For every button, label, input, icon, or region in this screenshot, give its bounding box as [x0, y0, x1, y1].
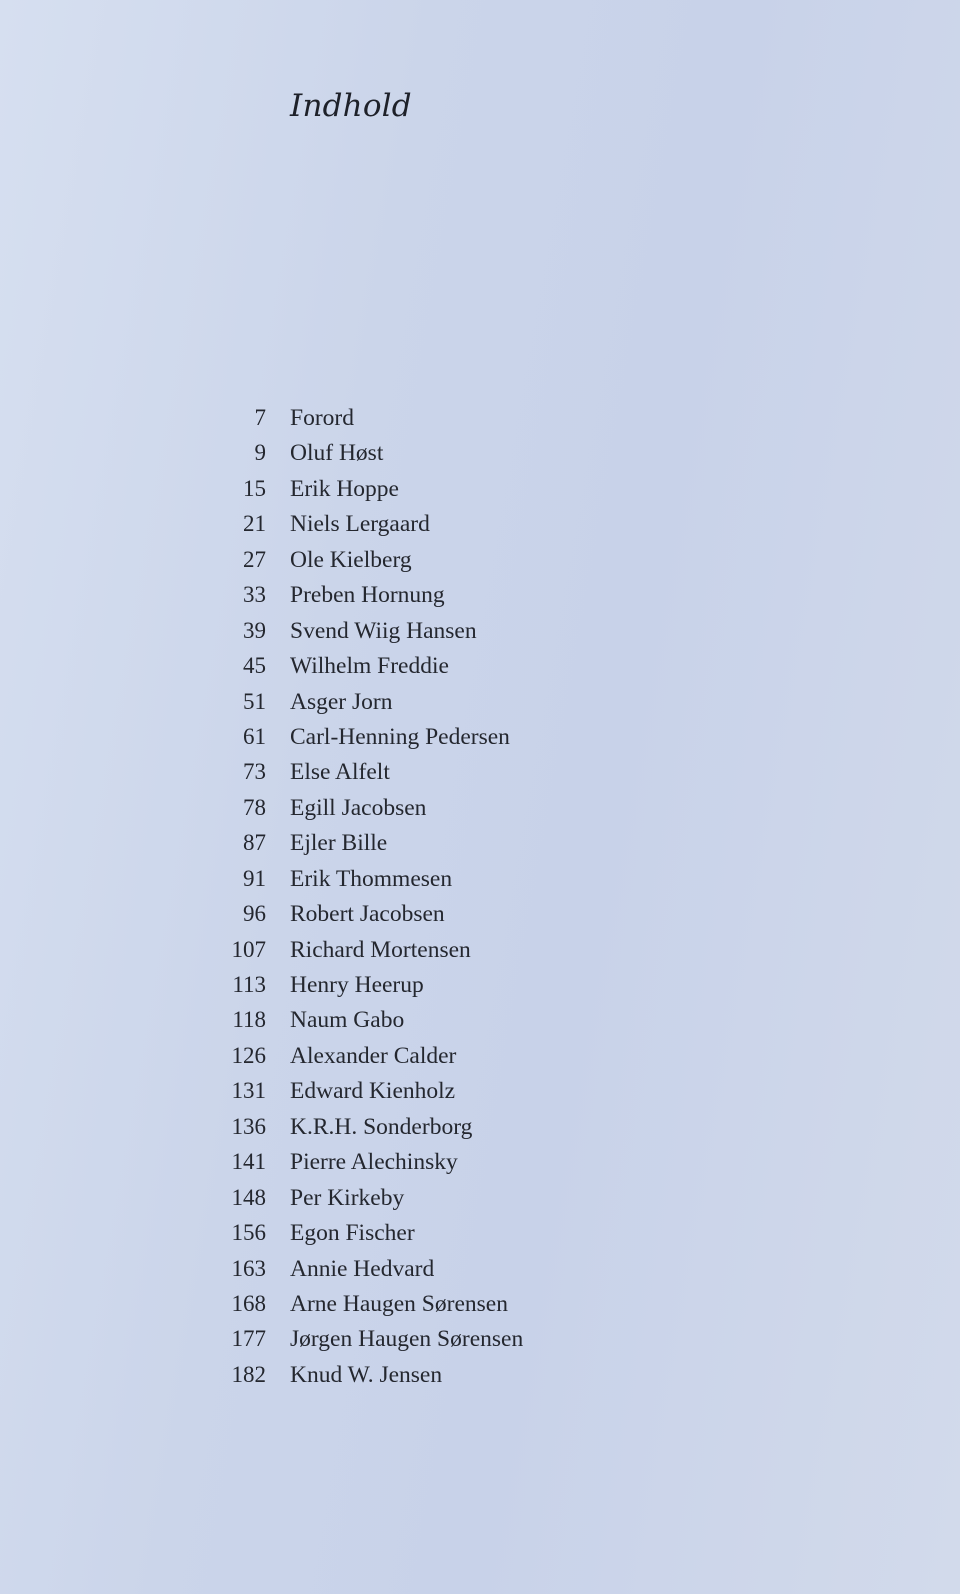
- toc-entry: [222, 759, 523, 794]
- toc-entry-name: Egon Fischer: [290, 1220, 415, 1247]
- toc-entry-name: Erik Hoppe: [290, 475, 399, 502]
- toc-page-number: 148: [231, 1184, 266, 1210]
- toc-page-number: 91: [243, 865, 266, 891]
- toc-page-number: 7: [254, 405, 266, 430]
- toc-entry-name: Naum Gabo: [290, 1007, 405, 1034]
- toc-entry: [222, 511, 523, 546]
- toc-page-number: 96: [243, 901, 266, 927]
- toc-page-number: 163: [231, 1255, 266, 1281]
- toc-page-number: 107: [231, 936, 266, 962]
- toc-entry-name: Per Kirkeby: [290, 1184, 405, 1211]
- toc-entry: [222, 1362, 523, 1397]
- toc-entry-name: Niels Lergaard: [290, 511, 430, 538]
- toc-entry: [222, 476, 523, 511]
- toc-entry-name: Svend Wiig Hansen: [290, 617, 477, 644]
- toc-page-number: 39: [243, 617, 266, 643]
- toc-entry: [222, 972, 523, 1007]
- toc-entry-name: Wilhelm Freddie: [290, 653, 449, 680]
- toc-entry-name: Annie Hedvard: [290, 1255, 435, 1282]
- toc-entry-name: Richard Mortensen: [290, 936, 471, 963]
- toc-entry: [222, 1185, 523, 1220]
- toc-page-number: 126: [231, 1042, 266, 1068]
- toc-entry: [222, 582, 523, 617]
- toc-entry: [222, 405, 523, 440]
- toc-entry-name: Forord: [290, 405, 354, 431]
- toc-entry: [222, 547, 523, 582]
- toc-entry-name: Asger Jorn: [290, 688, 393, 715]
- toc-entry-name: Arne Haugen Sørensen: [290, 1290, 508, 1317]
- toc-entry: [222, 1326, 523, 1361]
- toc-page-number: 73: [243, 759, 266, 785]
- toc-entry-name: Edward Kienholz: [290, 1078, 456, 1105]
- toc-entry-name: Oluf Høst: [290, 440, 384, 467]
- toc-entry: [222, 901, 523, 936]
- toc-entry-name: Preben Hornung: [290, 582, 445, 609]
- toc-entry-name: Knud W. Jensen: [290, 1361, 443, 1388]
- toc-page-number: 87: [243, 830, 266, 856]
- toc-entry: [222, 440, 523, 475]
- toc-entry-name: K.R.H. Sonderborg: [290, 1113, 473, 1140]
- toc-entry-name: Ole Kielberg: [290, 546, 412, 573]
- toc-entry: [222, 1007, 523, 1042]
- toc-page-number: 182: [231, 1361, 266, 1387]
- toc-entry-name: Else Alfelt: [290, 759, 390, 786]
- toc-page-number: 33: [243, 582, 266, 608]
- toc-entry: [222, 1220, 523, 1255]
- toc-page-number: 51: [243, 688, 266, 714]
- toc-entry: [222, 1256, 523, 1291]
- toc-entry-name: Jørgen Haugen Sørensen: [290, 1326, 524, 1353]
- toc-page-number: 27: [243, 546, 266, 572]
- toc-entry-name: Erik Thommesen: [290, 865, 453, 892]
- toc-entry: [222, 689, 523, 724]
- toc-entry: [222, 1078, 523, 1113]
- toc-entry-name: Egill Jacobsen: [290, 794, 427, 821]
- toc-entry: [222, 653, 523, 688]
- toc-page-number: 118: [232, 1007, 266, 1033]
- toc-page-number: 15: [243, 475, 266, 501]
- toc-entry: [222, 937, 523, 972]
- toc-page-number: 45: [243, 653, 266, 679]
- toc-page-number: 61: [243, 723, 266, 749]
- toc-page-number: 141: [231, 1149, 266, 1175]
- toc-entry: [222, 1291, 523, 1326]
- toc-entry-name: Alexander Calder: [290, 1042, 457, 1069]
- toc-entry: [222, 724, 523, 759]
- toc-page-number: 168: [231, 1290, 266, 1316]
- toc-entry-name: Pierre Alechinsky: [290, 1149, 458, 1176]
- toc-entry-name: Ejler Bille: [290, 830, 388, 857]
- toc-page-number: 136: [231, 1113, 266, 1139]
- toc-entry-name: Carl-Henning Pedersen: [290, 723, 510, 750]
- toc-page-number: 156: [231, 1220, 266, 1246]
- toc-page-number: 78: [243, 794, 266, 820]
- toc-page-number: 131: [231, 1078, 266, 1104]
- toc-entry: [222, 1114, 523, 1149]
- toc-page-number: 9: [254, 440, 266, 466]
- toc-page-number: 113: [232, 972, 266, 997]
- toc-page-number: 21: [243, 511, 266, 537]
- toc-entry-name: Henry Heerup: [290, 972, 424, 998]
- toc-entry-name: Robert Jacobsen: [290, 901, 445, 928]
- toc-entry: [222, 795, 523, 830]
- toc-entry: [222, 618, 523, 653]
- toc-page-number: 177: [231, 1326, 266, 1352]
- toc-entry: [222, 1149, 523, 1184]
- table-of-contents: [222, 405, 523, 1397]
- toc-entry: [222, 830, 523, 865]
- toc-entry: [222, 866, 523, 901]
- toc-entry: [222, 1043, 523, 1078]
- page-title: Indhold: [290, 88, 412, 124]
